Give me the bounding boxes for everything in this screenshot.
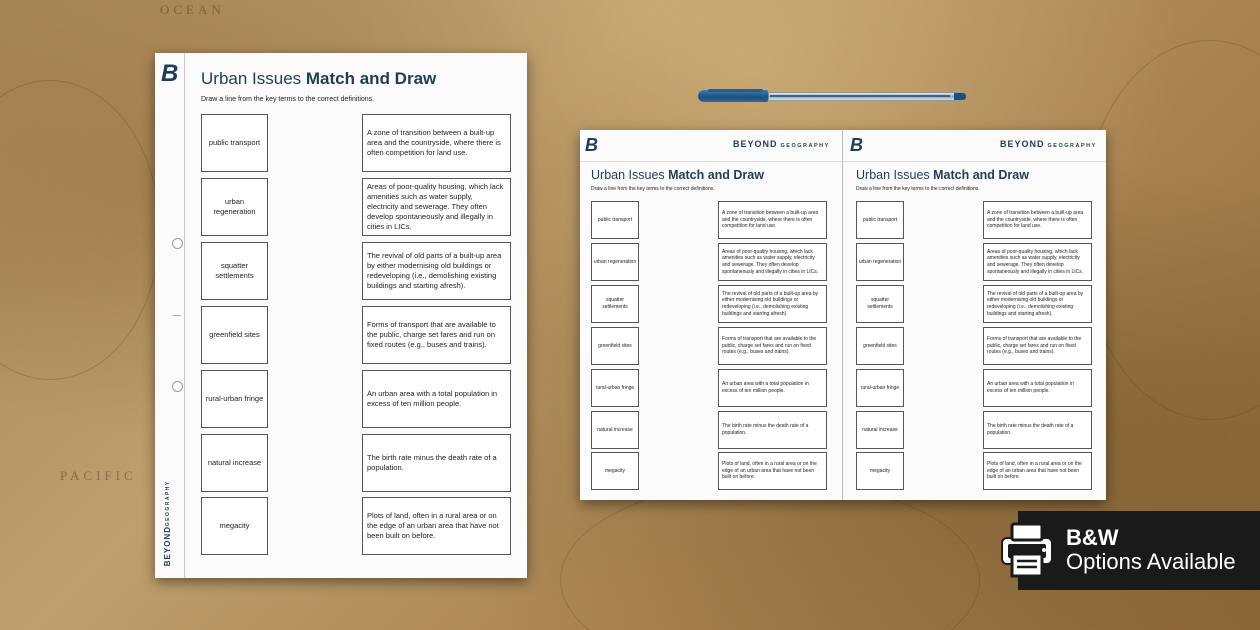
definition-box: The revival of old parts of a built-up area by either modernising old buildings or redeveloping (i.e., demolishing existing buildings and starting afresh). xyxy=(718,285,827,323)
worksheet-title: Urban Issues Match and Draw xyxy=(201,69,437,88)
term-box: greenfield sites xyxy=(591,327,639,365)
definition-box: Forms of transport that are available to the public, charge set fares and run on fixed routes (e.g., buses and trains). xyxy=(718,327,827,365)
pen-tip xyxy=(954,93,966,100)
pen-ink xyxy=(770,95,950,97)
worksheet-instructions: Draw a line from the key terms to the correct definitions. xyxy=(201,96,375,103)
definition-box: A zone of transition between a built-up area and the countryside, where there is often competition for land use. xyxy=(718,201,827,239)
definition-box: Plots of land, often in a rural area or on the edge of an urban area that have not been built on before. xyxy=(983,452,1092,490)
definition-box: The birth rate minus the death rate of a population. xyxy=(983,411,1092,449)
worksheet-title: Urban Issues Match and Draw xyxy=(591,168,764,182)
brand-header: BEYOND GEOGRAPHY xyxy=(1000,139,1097,149)
spread-divider xyxy=(842,130,843,500)
term-box: public transport xyxy=(856,201,904,239)
definition-box: The revival of old parts of a built-up area by either modernising old buildings or redeveloping (i.e., demolishing existing buildings and starting afresh). xyxy=(362,242,511,300)
definition-box: An urban area with a total population in excess of ten million people. xyxy=(362,370,511,428)
definition-box: A zone of transition between a built-up area and the countryside, where there is often competition for land use. xyxy=(362,114,511,172)
worksheet-instructions: Draw a line from the key terms to the correct definitions. xyxy=(856,186,980,192)
definition-box: A zone of transition between a built-up area and the countryside, where there is often competition for land use. xyxy=(983,201,1092,239)
definition-box: Areas of poor-quality housing, which lack amenities such as water supply, electricity and sewerage. They often develop spontaneously and illegally in cities in LICs. xyxy=(362,178,511,236)
map-contour xyxy=(560,480,980,630)
term-box: public transport xyxy=(201,114,268,172)
fold-tick xyxy=(173,315,181,316)
term-box: rural-urban fringe xyxy=(591,369,639,407)
pen-clip xyxy=(708,89,763,92)
map-label-ocean: OCEAN xyxy=(160,2,225,17)
map-contour xyxy=(0,80,160,380)
definition-box: The birth rate minus the death rate of a population. xyxy=(718,411,827,449)
term-box: squatter settlements xyxy=(856,285,904,323)
term-box: megacity xyxy=(591,452,639,490)
term-box: public transport xyxy=(591,201,639,239)
term-box: urban regeneration xyxy=(856,243,904,281)
brand-logo: B xyxy=(161,60,179,87)
bw-label: B&W xyxy=(1066,525,1119,550)
term-box: megacity xyxy=(856,452,904,490)
definition-box: An urban area with a total population in excess of ten million people. xyxy=(718,369,827,407)
punch-hole xyxy=(172,238,183,249)
term-box: megacity xyxy=(201,497,268,555)
brand-logo: B xyxy=(585,135,598,155)
term-box: rural-urban fringe xyxy=(856,369,904,407)
term-box: urban regeneration xyxy=(201,178,268,236)
definition-box: Areas of poor-quality housing, which lack amenities such as water supply, electricity and sewerage. They often develop spontaneously and illegally in cities in LICs. xyxy=(718,243,827,281)
punch-hole xyxy=(172,381,183,392)
worksheet-spread xyxy=(580,130,1106,500)
definition-box: Forms of transport that are available to the public, charge set fares and run on fixed routes (e.g., buses and trains). xyxy=(362,306,511,364)
pen-image xyxy=(698,89,966,103)
term-box: greenfield sites xyxy=(856,327,904,365)
term-box: rural-urban fringe xyxy=(201,370,268,428)
map-contour xyxy=(1080,40,1260,420)
definition-box: Forms of transport that are available to the public, charge set fares and run on fixed routes (e.g., buses and trains). xyxy=(983,327,1092,365)
brand-vertical: BEYONDGEOGRAPHY xyxy=(163,479,172,566)
worksheet-instructions: Draw a line from the key terms to the correct definitions. xyxy=(591,186,715,192)
definition-box: Plots of land, often in a rural area or on the edge of an urban area that have not been built on before. xyxy=(718,452,827,490)
map-label-pacific: PACIFIC xyxy=(60,468,137,483)
definition-box: The revival of old parts of a built-up area by either modernising old buildings or redeveloping (i.e., demolishing existing buildings and starting afresh). xyxy=(983,285,1092,323)
options-available-label: Options Available xyxy=(1066,549,1236,574)
term-box: squatter settlements xyxy=(201,242,268,300)
definition-box: An urban area with a total population in excess of ten million people. xyxy=(983,369,1092,407)
term-box: natural increase xyxy=(201,434,268,492)
term-box: greenfield sites xyxy=(201,306,268,364)
printer-icon xyxy=(1000,520,1054,580)
term-box: squatter settlements xyxy=(591,285,639,323)
worksheet-title: Urban Issues Match and Draw xyxy=(856,168,1029,182)
definition-box: Plots of land, often in a rural area or on the edge of an urban area that have not been built on before. xyxy=(362,497,511,555)
term-box: natural increase xyxy=(856,411,904,449)
term-box: urban regeneration xyxy=(591,243,639,281)
worksheet-large xyxy=(155,53,527,578)
brand-header: BEYOND GEOGRAPHY xyxy=(733,139,830,149)
brand-logo: B xyxy=(850,135,863,155)
term-box: natural increase xyxy=(591,411,639,449)
definition-box: Areas of poor-quality housing, which lack amenities such as water supply, electricity and sewerage. They often develop spontaneously and illegally in cities in LICs. xyxy=(983,243,1092,281)
definition-box: The birth rate minus the death rate of a population. xyxy=(362,434,511,492)
bw-options-text xyxy=(1066,526,1236,574)
